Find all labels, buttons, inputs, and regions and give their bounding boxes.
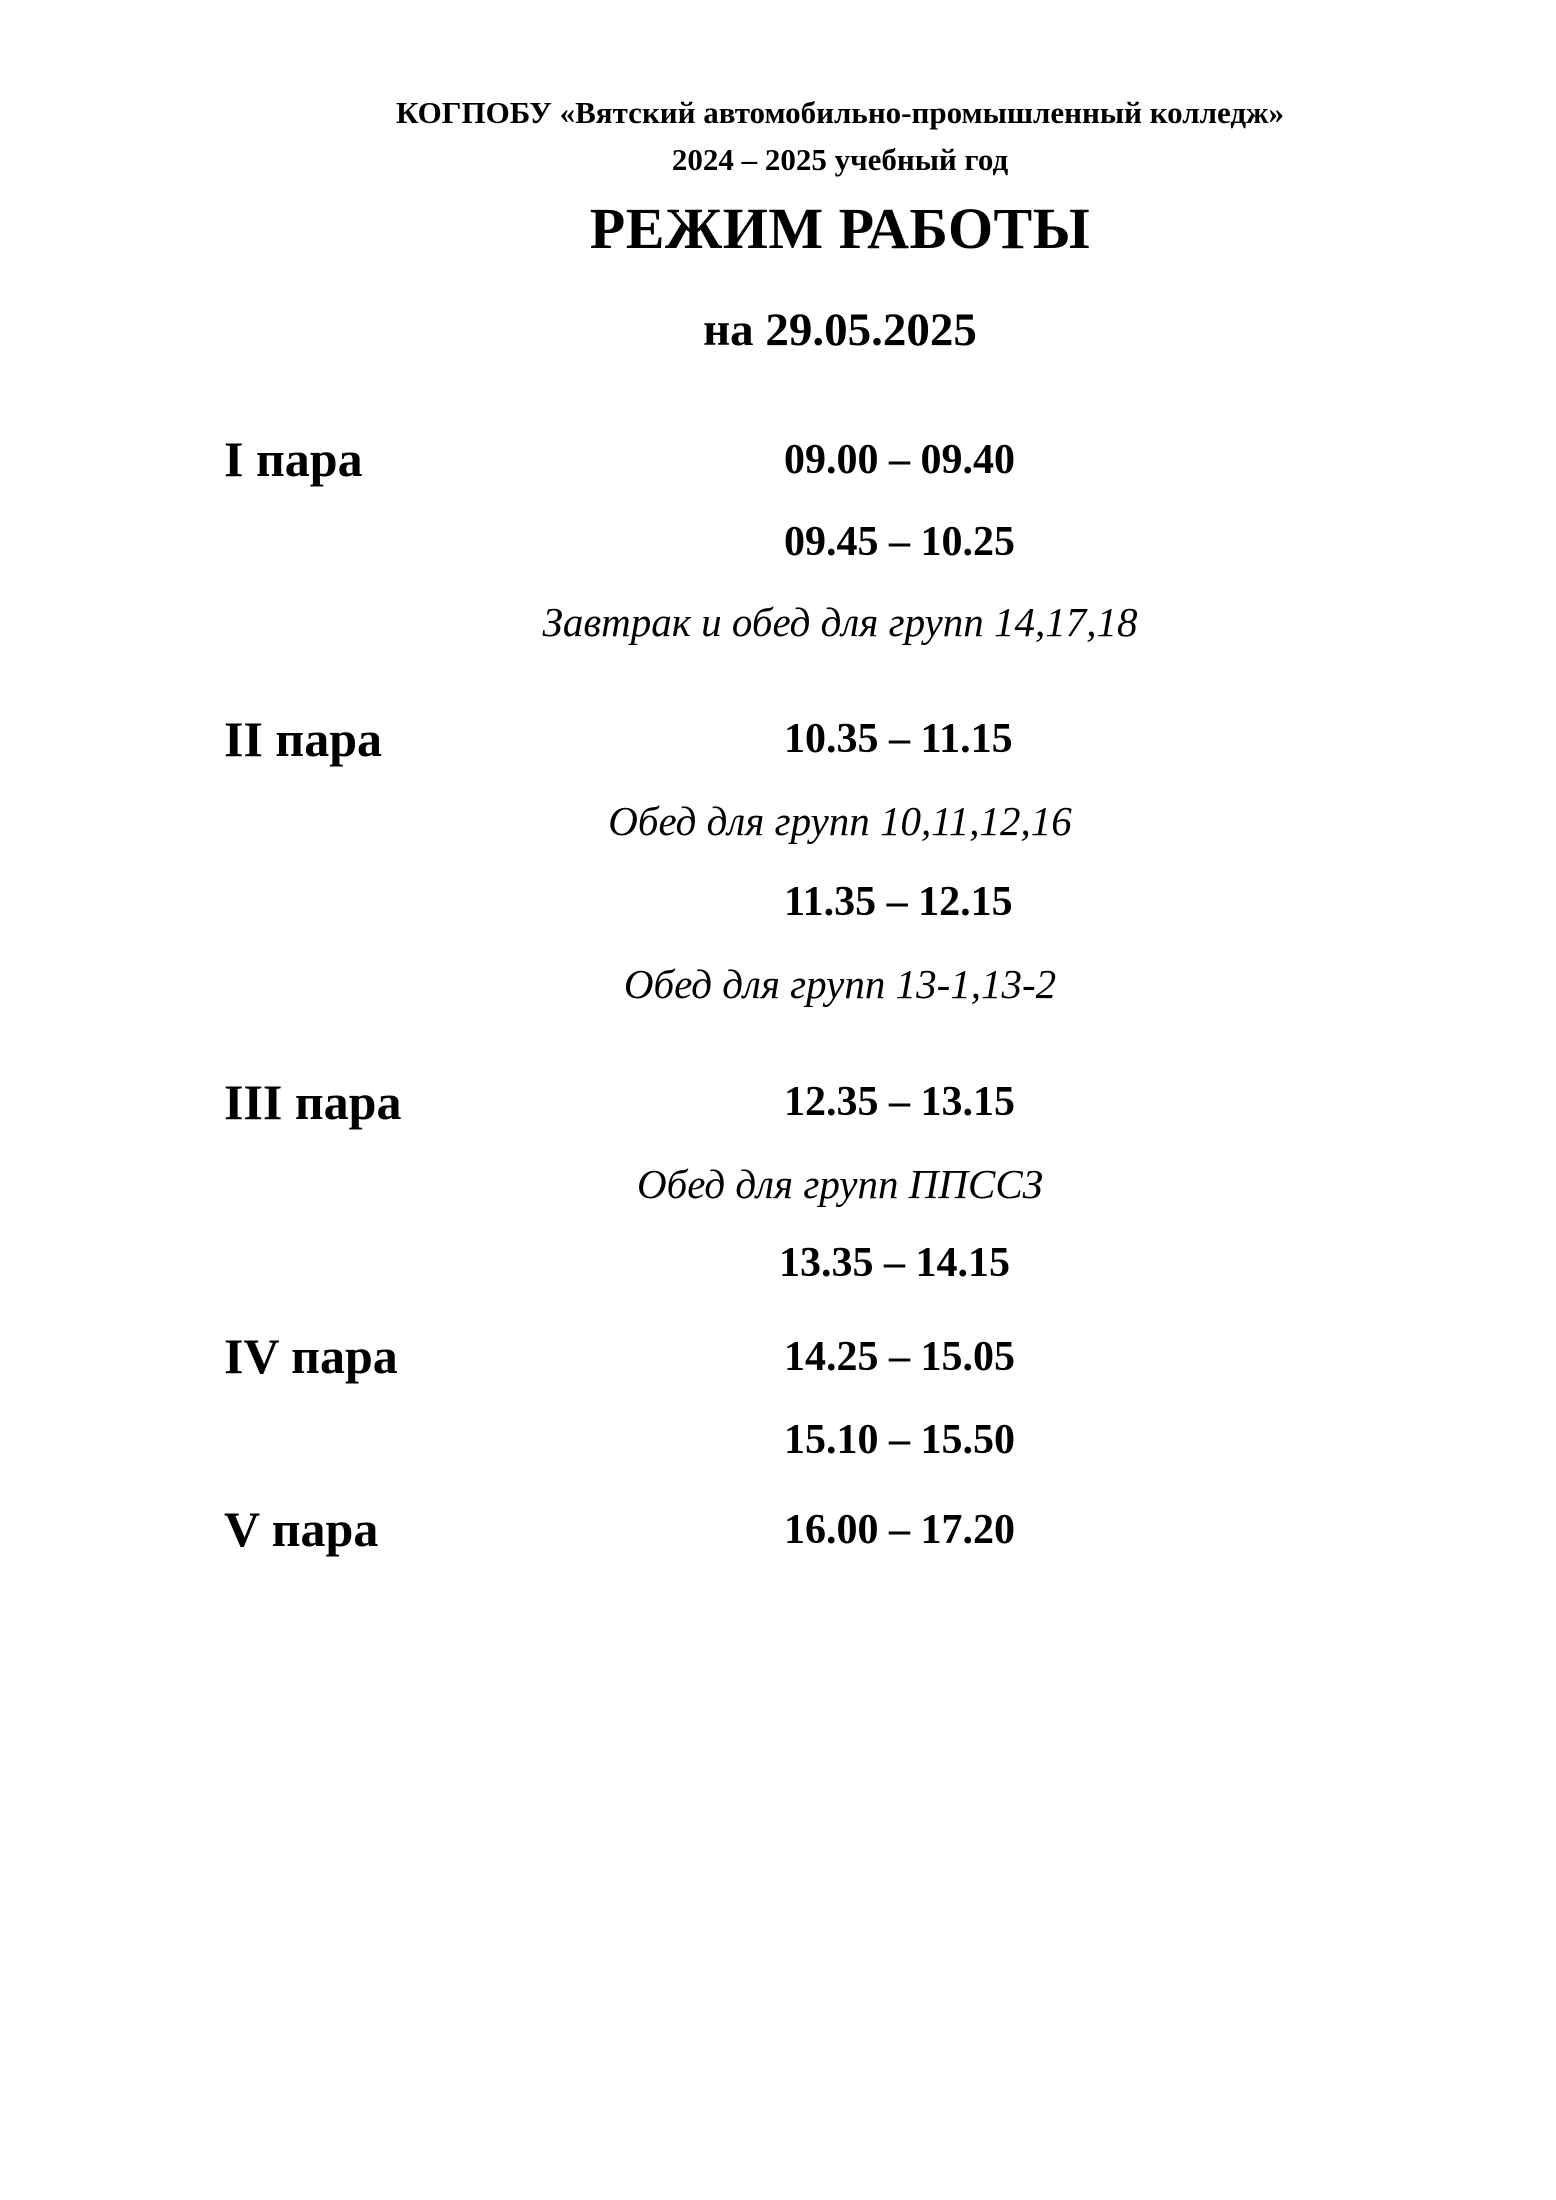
schedule-date: на 29.05.2025 xyxy=(703,304,977,356)
pair-1-time-2: 09.45 – 10.25 xyxy=(784,519,1015,565)
pair-3-time-1: 12.35 – 13.15 xyxy=(784,1079,1015,1125)
pair-2-label: II пара xyxy=(224,711,383,767)
pair-5-label: V пара xyxy=(224,1501,379,1557)
pair-3-time-2: 13.35 – 14.15 xyxy=(779,1240,1010,1286)
pair-2-time-1: 10.35 – 11.15 xyxy=(784,716,1013,762)
organization-name: КОГПОБУ «Вятский автомобильно-промышленный колледж» xyxy=(395,95,1285,130)
pair-3-label: III пара xyxy=(224,1074,402,1130)
pair-1-time-1: 09.00 – 09.40 xyxy=(784,437,1015,483)
pair-2-time-2: 11.35 – 12.15 xyxy=(784,879,1013,925)
pair-3-meal-note: Обед для групп ППССЗ xyxy=(637,1161,1043,1207)
pair-1-meal-note: Завтрак и обед для групп 14,17,18 xyxy=(542,599,1138,645)
pair-4-time-1: 14.25 – 15.05 xyxy=(784,1334,1015,1380)
pair-2-meal-note-1: Обед для групп 10,11,12,16 xyxy=(608,798,1072,844)
pair-5-time-1: 16.00 – 17.20 xyxy=(784,1507,1015,1553)
academic-year: 2024 – 2025 учебный год xyxy=(671,142,1009,177)
pair-2-meal-note-2: Обед для групп 13-1,13-2 xyxy=(623,961,1057,1007)
pair-1-label: I пара xyxy=(224,431,363,487)
pair-4-label: IV пара xyxy=(224,1328,398,1384)
page-title: РЕЖИМ РАБОТЫ xyxy=(589,196,1091,261)
pair-4-time-2: 15.10 – 15.50 xyxy=(784,1417,1015,1463)
